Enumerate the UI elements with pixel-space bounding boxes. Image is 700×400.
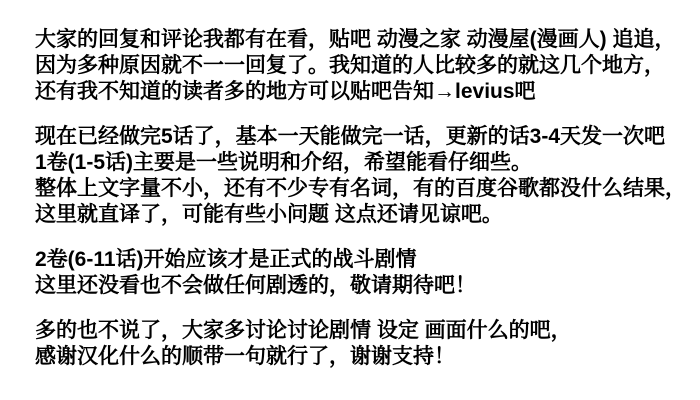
text-line: 2卷(6-11话)开始应该才是正式的战斗剧情	[35, 248, 417, 271]
text-line: 因为多种原因就不一一回复了。我知道的人比较多的就这几个地方，	[35, 54, 665, 77]
text-line: 这里还没看也不会做任何剧透的，敬请期待吧！	[35, 274, 476, 297]
text-line: 感谢汉化什么的顺带一句就行了，谢谢支持！	[35, 345, 455, 368]
text-line: 现在已经做完5话了，基本一天能做完一话，更新的话3-4天发一次吧	[35, 125, 666, 148]
paragraph-volume2-note	[35, 247, 686, 299]
text-line: 这里就直译了，可能有些小问题 这点还请见谅吧。	[35, 203, 503, 226]
paragraph-closing-note	[35, 318, 686, 370]
paragraph-progress-note	[35, 124, 686, 228]
text-line: 多的也不说了，大家多讨论讨论剧情 设定 画面什么的吧，	[35, 319, 572, 342]
text-line: 大家的回复和评论我都有在看，贴吧 动漫之家 动漫屋(漫画人) 追追，	[35, 28, 676, 51]
text-line: 1卷(1-5话)主要是一些说明和介绍，希望能看仔细些。	[35, 151, 533, 174]
text-line: 还有我不知道的读者多的地方可以贴吧告知→levius吧	[35, 80, 536, 103]
paragraph-feedback-note	[35, 27, 686, 105]
text-line: 整体上文字量不小，还有不少专有名词，有的百度谷歌都没什么结果，	[35, 177, 686, 200]
